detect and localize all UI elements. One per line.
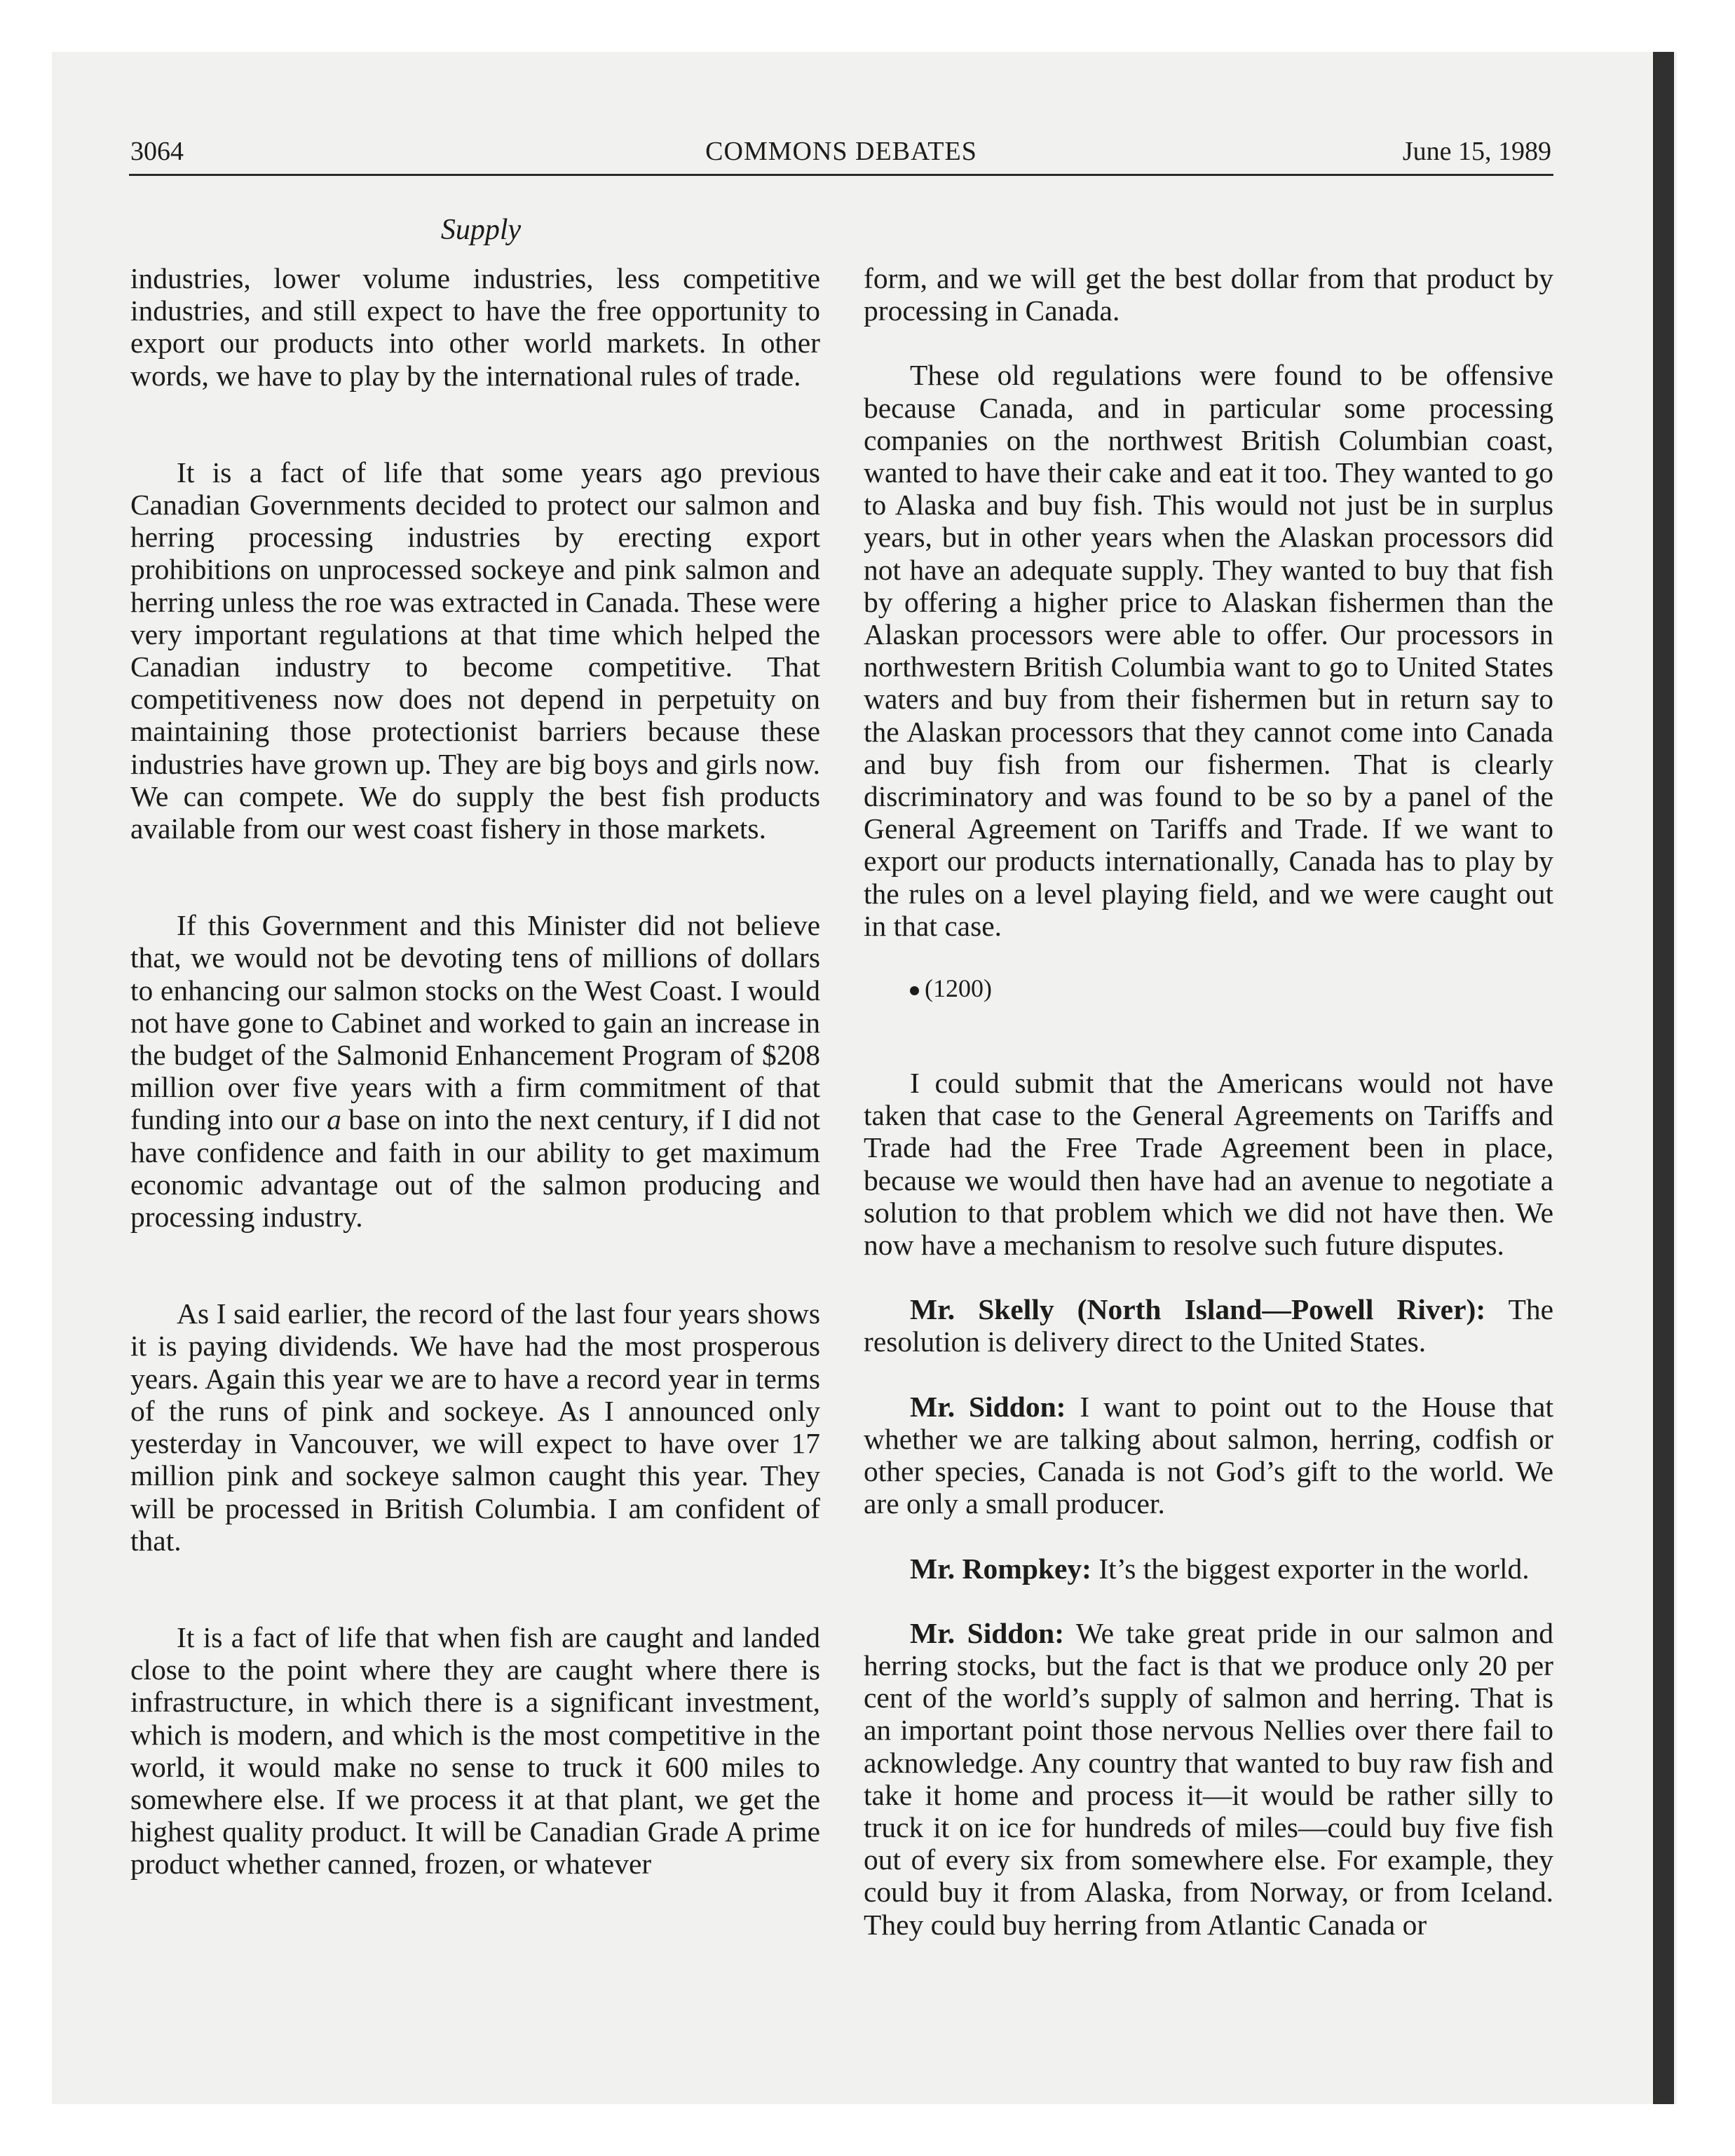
speech — [864, 1553, 1553, 1585]
italic-letter: a — [327, 1103, 341, 1136]
speaker-name: Mr. Siddon: — [910, 1616, 1065, 1649]
paragraph: It is a fact of life that when fish are caught and landed close to the point where they are caught where there is infrastructure, in which there is a significant investment, which is modern, and which is the most competitive in the world, it would make no sense to truck it 600 miles to somewhere else. If we process it at that plant, we get the highest quality product. It will be Canadian Grade A prime product whether canned, frozen, or whatever — [130, 1621, 820, 1881]
speaker-name: Mr. Siddon: — [910, 1390, 1066, 1423]
speech-text: We take great pride in our salmon and herring stocks, but the fact is that we produce only 20 per cent of the world’s supply of salmon and herring. That is an important point those nervous Nellies over there fail to acknowledge. Any country that wanted to buy raw fish and take it home and process it—it would be rather silly to truck it on ice for hundreds of miles—could buy five fish out of every six from somewhere else. For example, they could buy it from Alaska, from Norway, or from Iceland. They could buy herring from Atlantic Canada or — [864, 1616, 1553, 1941]
speech — [864, 1293, 1553, 1358]
paragraph: form, and we will get the best dollar from that product by processing in Canada. — [864, 262, 1553, 327]
header-rule — [129, 174, 1553, 176]
left-column — [130, 262, 820, 1945]
section-heading: Supply — [440, 214, 522, 246]
paragraph: As I said earlier, the record of the last four years shows it is paying dividends. We have had the most prosperous years. Again this year we are to have a record year in terms of the runs of pink and sockeye. As I announced only yesterday in Vancouver, we will expect to have over 17 million pink and sockeye salmon caught this year. They will be processed in British Columbia. I am confident of that. — [130, 1297, 820, 1557]
page-number: 3064 — [130, 137, 184, 166]
journal-title: COMMONS DEBATES — [705, 137, 977, 166]
bullet-icon — [910, 986, 919, 995]
speech — [864, 1391, 1553, 1520]
paragraph-text: If this Government and this Minister did not believe that, we would not be devoting tens of millions of dollars to enhancing our salmon stocks on the West Coast. I would not have gone to Cabinet and worked to gain an increase in the budget of the Salmonid Enhancement Program of $208 million over five years with a firm commitment of that funding into our — [130, 909, 820, 1136]
page-date: June 15, 1989 — [1402, 137, 1551, 166]
speech — [864, 1617, 1553, 1941]
paragraph: These old regulations were found to be offensive because Canada, and in particular some processing companies on the northwest British Columbian coast, wanted to have their cake and eat it too. They wanted to go to Alaska and buy fish. This would not just be in surplus years, but in other years when the Alaskan processors did not have an adequate supply. They wanted to buy that fish by offering a higher price to Alaskan fishermen than the Alaskan processors were able to offer. Our processors in northwestern British Columbia want to go to United States waters and buy from their fishermen but in return say to the Alaskan processors that they cannot come into Canada and buy fish from our fishermen. That is clearly discriminatory and was found to be so by a panel of the General Agreement on Tariffs and Trade. If we want to export our products internationally, Canada has to play by the rules on a level playing field, and we were caught out in that case. — [864, 359, 1553, 942]
right-column — [864, 262, 1553, 1973]
speaker-name: Mr. Skelly (North Island—Powell River): — [910, 1293, 1486, 1326]
paragraph-text: base on into the next century, if I did not have confidence and faith in our ability to get maximum economic advantage out of the salmon producing and processing industry. — [130, 1103, 820, 1234]
paragraph: It is a fact of life that some years ago previous Canadian Governments decided to protect our salmon and herring processing industries by erecting export prohibitions on unprocessed sockeye and pink salmon and herring unless the roe was extracted in Canada. These were very important regulations at that time which helped the Canadian industry to become competitive. That competitiveness now does not depend in perpetuity on maintaining those protectionist barriers because these industries have grown up. They are big boys and girls now. We can compete. We do supply the best fish products available from our west coast fishery in those markets. — [130, 456, 820, 845]
speech-text: I want to point out to the House that whether we are talking about salmon, herring, codfish or other species, Canada is not God’s gift to the world. We are only a small producer. — [864, 1390, 1553, 1520]
speech-text: It’s the biggest exporter in the world. — [1091, 1552, 1530, 1585]
paragraph: I could submit that the Americans would not have taken that case to the General Agreements on Tariffs and Trade had the Free Trade Agreement been in place, because we would then have had an avenue to negotiate a solution to that problem which we did not have then. We now have a mechanism to resolve such future disputes. — [864, 1067, 1553, 1262]
speech-text: The resolution is delivery direct to the United States. — [864, 1293, 1553, 1358]
paragraph — [130, 909, 820, 1233]
paragraph: industries, lower volume industries, less competitive industries, and still expect to have the free opportunity to export our products into other world markets. In other words, we have to play by the international rules of trade. — [130, 262, 820, 392]
speaker-name: Mr. Rompkey: — [910, 1552, 1091, 1585]
time-marker — [864, 974, 1553, 1002]
time-marker-text: (1200) — [925, 974, 992, 1003]
